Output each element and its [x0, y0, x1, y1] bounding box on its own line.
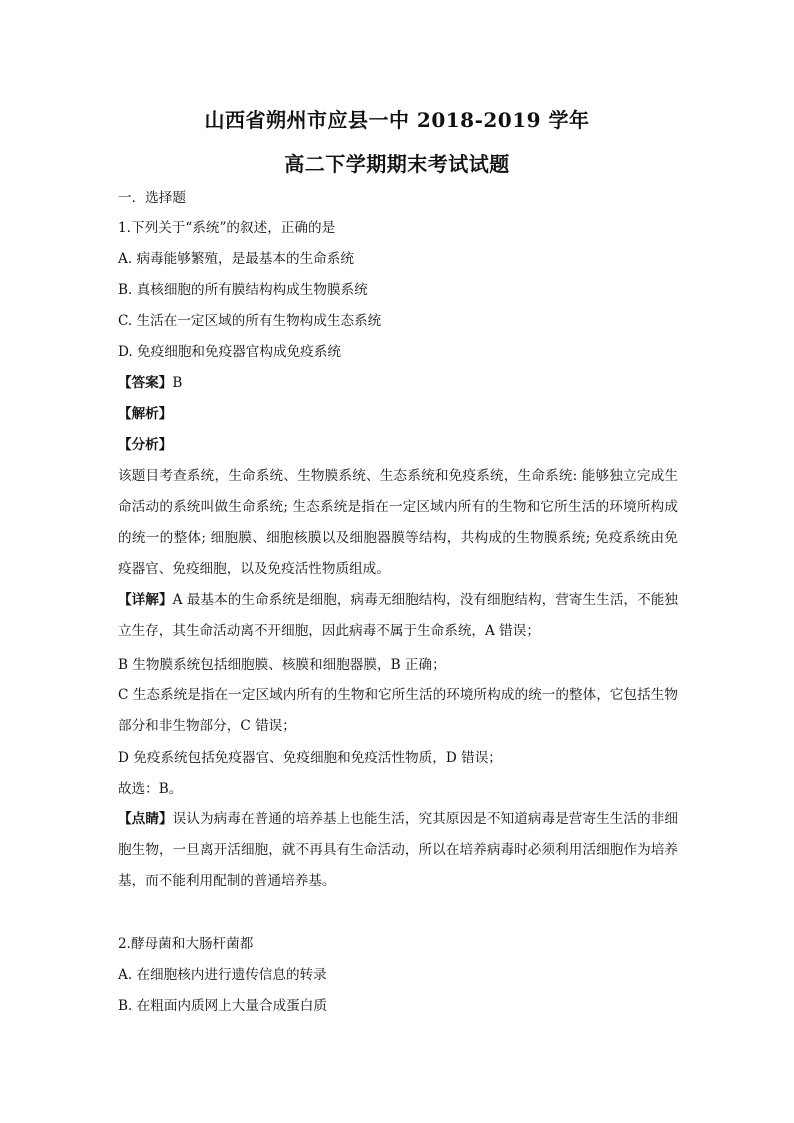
answer-label: 【答案】	[118, 375, 173, 391]
question-1-option-a: A. 病毒能够繁殖，是最基本的生命系统	[118, 251, 354, 267]
tip-paragraph	[118, 804, 678, 897]
tip-label: 【点睛】	[118, 811, 173, 827]
document-title-line-1: 山西省朔州市应县一中 2018-2019 学年	[204, 108, 590, 132]
detail-c: C 生态系统是指在一定区域内所有的生物和它所生活的环境所构成的统一的整体，它包括生物部分和非生物部分，C 错误；	[118, 687, 678, 734]
question-2-stem: 2.酵母菌和大肠杆菌都	[118, 936, 254, 952]
section-heading: 一．选择题	[118, 190, 186, 206]
fenxi-label: 【分析】	[118, 437, 173, 453]
question-2-option-a: A. 在细胞核内进行遗传信息的转录	[118, 967, 327, 983]
question-1-option-d: D. 免疫细胞和免疫器官构成免疫系统	[118, 344, 341, 360]
conclusion: 故选：B。	[118, 781, 183, 797]
fenxi-paragraph: 该题目考查系统，生命系统、生物膜系统、生态系统和免疫系统，生命系统: 能够独立完成生命活动的系统叫做生命系统; 生态系统是指在一定区域内所有的生物和它所生活的环境所构成的统一的整体; 细胞膜、细胞核膜以及细胞器膜等结构，共构成的生物膜系统; 免疫系统由免疫器官、免疫细胞，以及免疫活性物质组成。	[118, 468, 678, 577]
answer-value: B	[172, 375, 183, 391]
detail-paragraph-a	[118, 585, 678, 647]
document-title-line-2: 高二下学期期末考试试题	[284, 152, 510, 176]
question-1-option-c: C. 生活在一定区域的所有生物构成生态系统	[118, 313, 382, 329]
question-1-option-b: B. 真核细胞的所有膜结构构成生物膜系统	[118, 282, 368, 298]
detail-a-text: A 最基本的生命系统是细胞，病毒无细胞结构，没有细胞结构，营寄生生活，不能独立生存，其生命活动离不开细胞，因此病毒不属于生命系统，A 错误；	[118, 592, 679, 639]
answer-line	[118, 373, 678, 393]
detail-b: B 生物膜系统包括细胞膜、核膜和细胞器膜，B 正确；	[118, 657, 446, 673]
detail-label: 【详解】	[118, 592, 173, 608]
question-2-option-b: B. 在粗面内质网上大量合成蛋白质	[118, 998, 327, 1014]
analysis-label: 【解析】	[118, 406, 173, 422]
tip-text: 误认为病毒在普通的培养基上也能生活，究其原因是不知道病毒是营寄生生活的非细胞生物，一旦离开活细胞，就不再具有生命活动，所以在培养病毒时必须利用活细胞作为培养基，而不能利用配制的普通培养基。	[118, 811, 678, 889]
question-1-stem: 1.下列关于“系统”的叙述，正确的是	[118, 220, 336, 236]
detail-d: D 免疫系统包括免疫器官、免疫细胞和免疫活性物质，D 错误；	[118, 750, 502, 766]
